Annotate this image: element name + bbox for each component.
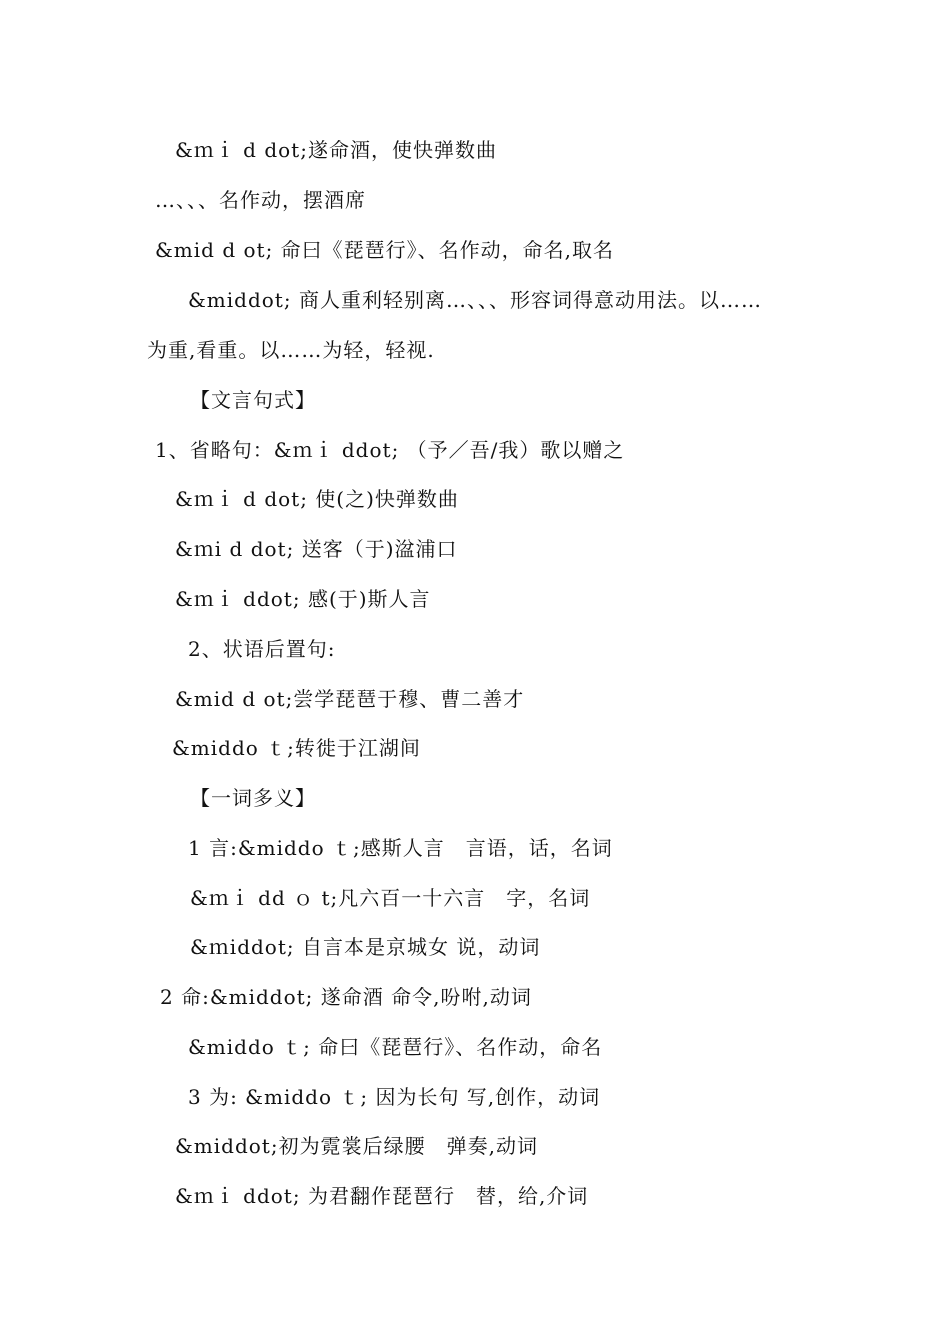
text-line-13: &middo ｔ;转徙于江湖间 bbox=[172, 736, 421, 760]
text-line-20: 3 为: &middo ｔ; 因为长句 写,创作，动词 bbox=[188, 1085, 601, 1109]
text-line-8: &ｍｉ d dot; 使(之)快弹数曲 bbox=[175, 487, 459, 511]
text-line-18: 2 命:&middot; 遂命酒 命令,吩咐,动词 bbox=[160, 985, 532, 1009]
text-line-17: &ｍiddot; 自言本是京城女 说，动词 bbox=[190, 935, 541, 959]
text-line-2: …、、、名作动，摆酒席 bbox=[155, 188, 366, 212]
text-line-11: 2、状语后置句: bbox=[188, 637, 336, 661]
text-line-10: &ｍｉ ddot; 感(于)斯人言 bbox=[175, 587, 431, 611]
text-line-1: &ｍｉ d dot;遂命酒，使快弹数曲 bbox=[175, 138, 497, 162]
text-line-19: &middo ｔ; 命曰《琵琶行》、名作动，命名 bbox=[188, 1035, 603, 1059]
text-line-16: &ｍｉ dd ｏ t;凡六百一十六言 字，名词 bbox=[190, 886, 591, 910]
text-line-4: &middot; 商人重利轻别离…、、、形容词得意动用法。以…… bbox=[188, 288, 762, 312]
text-line-12: &mid d ot;尝学琵琶于穆、曹二善才 bbox=[175, 687, 525, 711]
text-line-9: &ｍi d dot; 送客（于)湓浦口 bbox=[175, 537, 458, 561]
section-heading-syntax: 【文言句式】 bbox=[190, 388, 316, 412]
text-line-5: 为重,看重。以……为轻，轻视. bbox=[147, 338, 435, 362]
section-heading-polysemy: 【一词多义】 bbox=[190, 786, 316, 810]
text-line-15: 1 言:&middo ｔ;感斯人言 言语，话，名词 bbox=[188, 836, 613, 860]
text-line-3: &mid d ot; 命曰《琵琶行》、名作动，命名,取名 bbox=[155, 238, 615, 262]
text-line-21: &middot;初为霓裳后绿腰 弹奏,动词 bbox=[175, 1134, 538, 1158]
text-line-7: 1、省略句：&ｍｉ ddot; （予／吾/我）歌以赠之 bbox=[155, 438, 625, 462]
text-line-22: &ｍｉ ddot; 为君翻作琵琶行 替，给,介词 bbox=[175, 1184, 589, 1208]
